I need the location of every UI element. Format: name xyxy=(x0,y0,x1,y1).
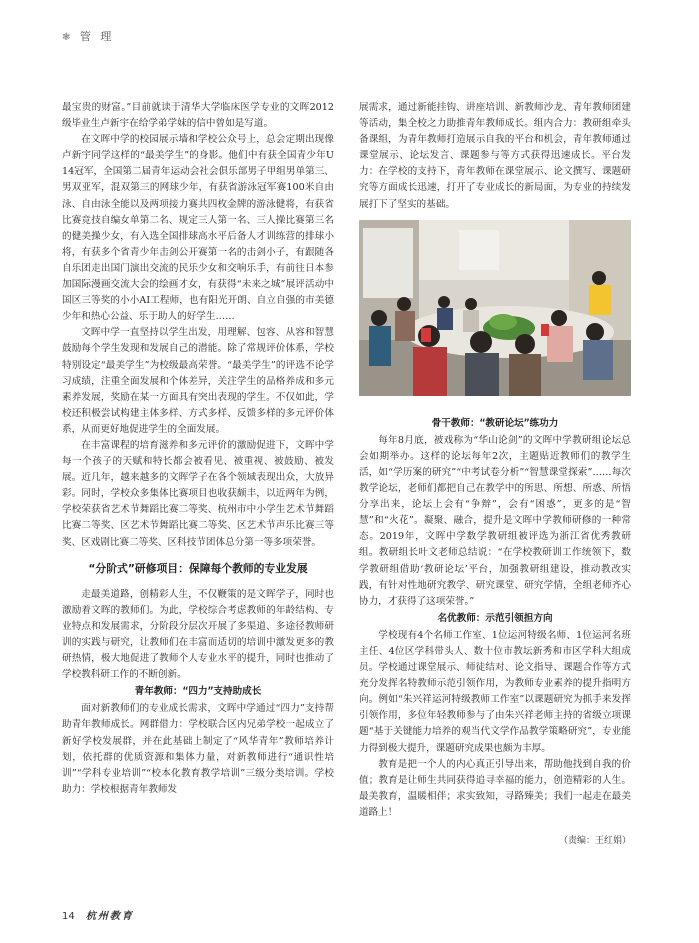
right-column xyxy=(359,100,631,849)
paragraph: 每年8月底，被戏称为“华山论剑”的文晖中学教研组论坛总会如期举办。这样的论坛每年2次，主题贴近教师们的教学生活，如“学历案的研究”“中考试卷分析”“智慧课堂探索”……每次教学论坛，老师们都把自己在教学中的所思、所想、所惑、所悟分享出来，论坛上会有“争辩”，会有“困惑”，更多的是“智慧”和“火花”。凝聚、融合，提升是文晖中学教师研修的一种常态。2019年，文晖中学数学教研组被评选为浙江省优秀教研组。教研组长叶文老师总结说：“在学校教研训工作统领下，数学教研组借助‘教研论坛’平台，加强教研组建设，推动教改实践，有针对性地研究教学、研究课堂、研究学情，全组老师齐心协力，才获得了这项荣誉。” xyxy=(359,434,631,607)
meeting-photo xyxy=(359,220,631,396)
paragraph: 在文晖中学的校园展示墙和学校公众号上，总会定期出现像卢新宇同学这样的“最美学生”的身影。他们中有获全国青少年U14冠军，全国第二届青年运动会社会俱乐部男子甲组男单第三、男双亚军，混双第三的网球少年，有获省游泳冠军赛100米自由泳、自由泳全能以及两项接力赛共四枚金牌的游泳健将，有获省比赛竞技自编女单第二名、规定三人第一名、三人操比赛第三名的健美操少女，有入选全国排球高水平后备人才训练营的排球小将，有获多个省青少年击剑公开赛第一名的击剑小子，有跟随各自乐团走出国门演出交流的民乐少女和交响乐手，有前往日本参加国际漫画交流大会的绘画才女，有获得“未来之城”展评活动中国区三等奖的小小AI工程师，也有阳光开朗、自立自强的市美德少年和热心公益、乐于助人的好学生…… xyxy=(62,134,334,323)
section-header xyxy=(62,28,152,44)
paragraph: 在丰富课程的培育滋养和多元评价的激励促进下，文晖中学每一个孩子的天赋和特长都会被看见、被重视、被鼓励、被发展。近几年，越来越多的文晖学子在各个领域表现出众，大放异彩。同时，学校众多集体比赛项目也收获颇丰，以近两年为例，学校荣获省艺术节舞蹈比赛二等奖、杭州市中小学生艺术节舞蹈比赛二等奖、区艺术节舞蹈比赛二等奖、区艺术节声乐比赛三等奖、区戏剧比赛二等奖、区科技节团体总分第一等多项荣誉。 xyxy=(62,439,334,548)
meeting-photo-image xyxy=(359,220,631,396)
subsection-title: 名优教师：示范引领担方向 xyxy=(437,612,553,624)
editor-credit: （责编：王红娟） xyxy=(558,836,631,846)
paragraph: 教育是把一个人的内心真正引导出来，帮助他找到自我的价值；教育是让师生共同获得追寻幸福的能力，创造精彩的人生。最美教育，温暖相伴；求实致知，寻路臻美；我们一起走在最美道路上！ xyxy=(359,758,631,818)
paragraph: 学校现有4个名师工作室、1位运河特级名师、1位运河名班主任、4位区学科带头人、数十位市教坛新秀和市区学科大组成员。学校通过课堂展示、师徒结对、论文指导、课题合作等方式充分发挥名特教师示范引领作用，为教师专业素养的提升指明方向。例如“朱兴祥运河特级教师工作室”以课题研究为抓手来发挥引领作用，多位年轻教师参与了由朱兴祥老师主持的省级立项课题“基于关键能力培养的观当代文学作品教学策略研究”，专业能力得到极大提升，课题研究成果也颇为丰厚。 xyxy=(359,629,631,754)
magazine-name: 杭州教育 xyxy=(85,911,134,922)
page-number: 14 xyxy=(62,911,75,922)
paragraph: 面对新教师们的专业成长需求，文晖中学通过“四力”支持帮助青年教师成长。网群借力：学校联合区内兄弟学校一起成立了新好学校发展群，并在此基础上制定了“风华青年”教师培养计划，依托群的优质资源和集体力量，对新教师进行“通识性培训”“学科专业培训”“校本化教育教学培训”三级分类培训。学校助力：学校根据青年教师发 xyxy=(62,703,334,795)
subsection-title: 青年教师：“四力”支持助成长 xyxy=(134,686,262,698)
header-ornament-icon: ❃ xyxy=(62,32,74,43)
subsection-title: 骨干教师：“教研论坛”练功力 xyxy=(431,417,559,429)
section-title: “分阶式”研修项目：保障每个教师的专业发展 xyxy=(88,561,308,575)
paragraph: 走最美道路，创精彩人生，不仅鞭策的是文晖学子，同时也激励着文晖的教师们。为此，学校综合考虑教师的年龄结构、专业特点和发展需求，分阶段分层次开展了多渠道、多途径教师研训的实践与研究，让教师们在丰富而适切的培训中激发更多的教研热情，极大地促进了教师个人专业水平的提升，同时也推动了学校教科研工作的不断创新。 xyxy=(62,588,334,681)
left-column xyxy=(62,100,334,798)
paragraph: 最宝贵的财富。”目前就读于清华大学临床医学专业的文晖2012级毕业生卢新宇在给学弟学妹的信中曾如是写道。 xyxy=(62,102,334,130)
paragraph: 文晖中学一直坚持以学生出发，用理解、包容、从容和智慧鼓励每个学生发现和发展自己的潜能。除了常规评价体系，学校特别设定“最美学生”为校级最高荣誉。“最美学生”的评选不论学习成绩，注重全面发展和个体差异，关注学生的品格养成和多元素养发展，奖励在某一方面具有突出表现的学生。不仅如此，学校还积极尝试构建主体多样、方式多样、反馈多样的多元评价体系，从而更好地促进学生的全面发展。 xyxy=(62,327,334,435)
page-footer xyxy=(62,907,134,922)
section-label: 管 理 xyxy=(79,30,115,43)
paragraph: 展需求，通过新能挂钩、讲座培训、新教师沙龙、青年教师团建等活动，集全校之力助推青年教师成长。组内合力：教研组牵头备课组，为青年教师打造展示自我的平台和机会，青年教师通过课堂展示、论坛发言、课题参与等方式获得迅速成长。平台发力：在学校的支持下，青年教师在课堂展示、论文撰写、课题研究等方面成长迅速，打开了专业成长的新局面，为专业的持续发展打下了坚实的基础。 xyxy=(359,102,631,210)
